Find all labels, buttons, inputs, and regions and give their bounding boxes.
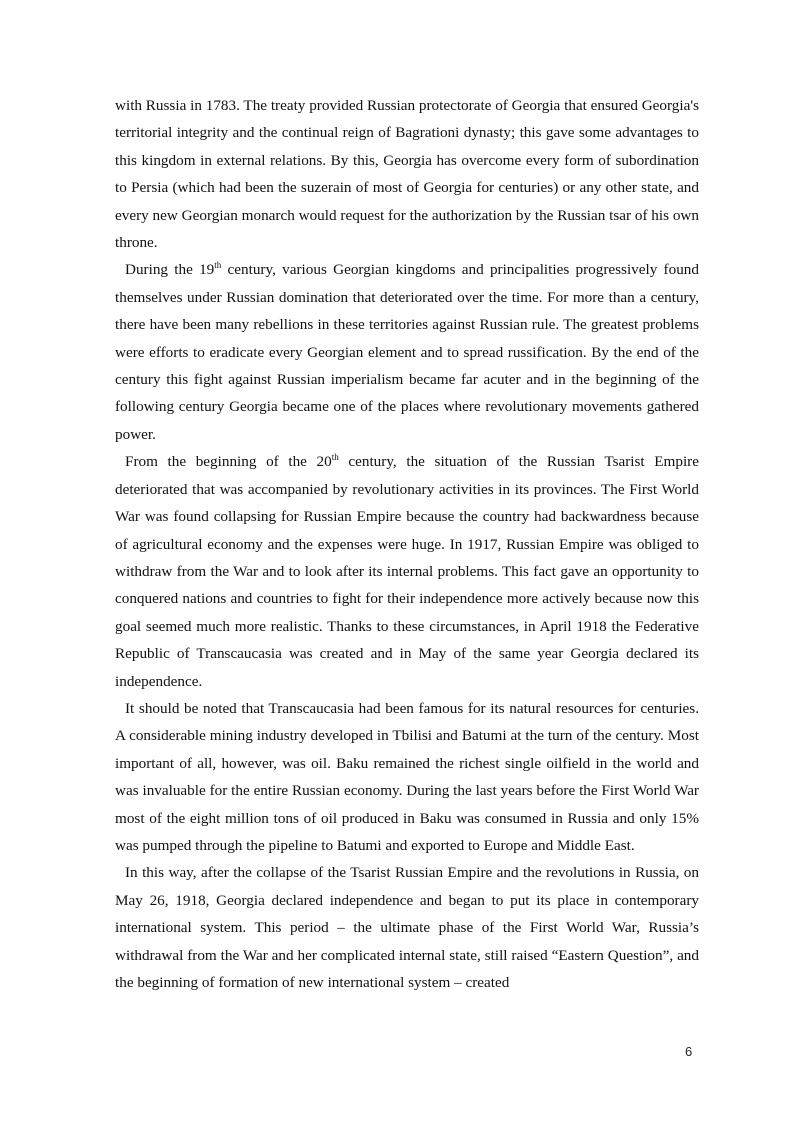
- paragraph-2-start: During the 19: [125, 261, 215, 279]
- paragraph-2-rest: century, various Georgian kingdoms and principalities progressively found themselves under Russian domination that deteriorated over the time. For more than a century, there have been many rebellions in these territories against Russian rule. The greatest problems were efforts to eradicate every Georgian element and to spread russification. By the end of the century this fight against Russian imperialism became far acuter and in the beginning of the following century Georgia became one of the places where revolutionary movements gathered power.: [115, 261, 699, 443]
- paragraph-3-rest: century, the situation of the Russian Tsarist Empire deteriorated that was accompanied by revolutionary activities in its provinces. The First World War was found collapsing for Russian Empire because the country had backwardness because of agricultural economy and the expenses were huge. In 1917, Russian Empire was obliged to withdraw from the War and to look after its internal problems. This fact gave an opportunity to conquered nations and countries to fight for their independence more actively because now this goal seemed much more realistic. Thanks to these circumstances, in April 1918 the Federative Republic of Transcaucasia was created and in May of the same year Georgia declared its independence.: [115, 453, 699, 690]
- page-number: 6: [685, 1044, 693, 1059]
- paragraph-4: It should be noted that Transcaucasia had been famous for its natural resources for centuries. A considerable mining industry developed in Tbilisi and Batumi at the turn of the century. Most important of all, however, was oil. Baku remained the richest single oilfield in the world and was invaluable for the entire Russian economy. During the last years before the First World War most of the eight million tons of oil produced in Baku was consumed in Russia and only 15% was pumped through the pipeline to Batumi and exported to Europe and Middle East.: [115, 699, 699, 854]
- paragraph-1: with Russia in 1783. The treaty provided Russian protectorate of Georgia that ensured Georgia's territorial integrity and the continual reign of Bagrationi dynasty; this gave some advantages to this kingdom in external relations. By this, Georgia has overcome every form of subordination to Persia (which had been the suzerain of most of Georgia for centuries) or any other state, and every new Georgian monarch would request for the authorization by the Russian tsar of his own throne.: [115, 97, 699, 252]
- paragraph-3: [115, 448, 699, 695]
- paragraph-2: [115, 256, 699, 448]
- ordinal-suffix: th: [331, 452, 339, 463]
- paragraph-5: In this way, after the collapse of the Tsarist Russian Empire and the revolutions in Russia, on May 26, 1918, Georgia declared independence and began to put its place in contemporary international system. This period – the ultimate phase of the First World War, Russia’s withdrawal from the War and her complicated internal state, still raised “Eastern Question”, and the beginning of formation of new international system – created: [115, 864, 699, 991]
- ordinal-suffix: th: [214, 260, 222, 271]
- paragraph-3-start: From the beginning of the 20: [125, 453, 332, 471]
- page-body: [115, 92, 699, 996]
